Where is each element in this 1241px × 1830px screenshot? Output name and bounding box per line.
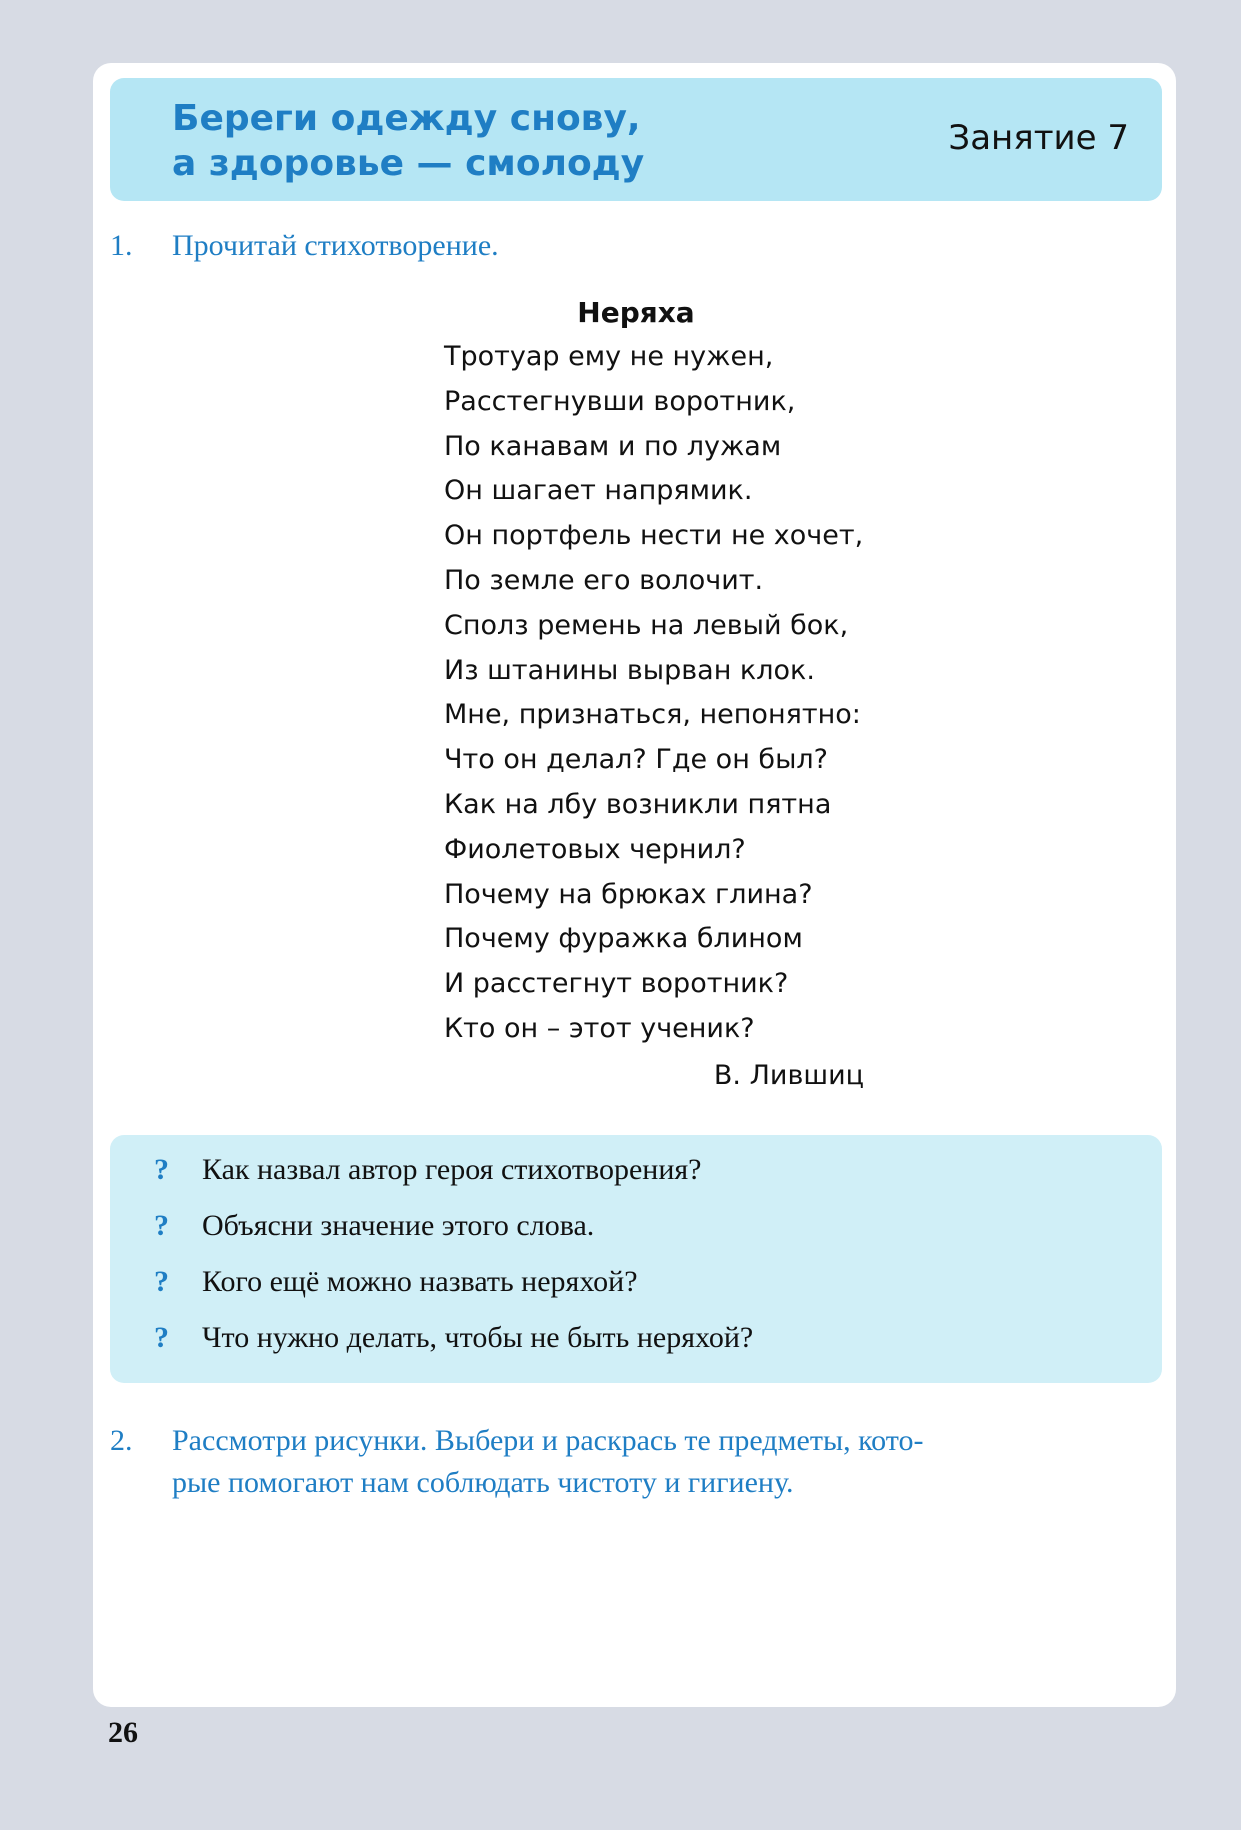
poem — [444, 293, 904, 1098]
task-2 — [110, 1420, 1162, 1504]
question-mark-icon: ? — [154, 1265, 169, 1298]
poem-line: Он шагает напрямик. — [444, 475, 753, 507]
poem-title: Неряха — [577, 296, 695, 329]
poem-line: Он портфель нести не хочет, — [444, 520, 864, 552]
question-mark-icon: ? — [154, 1209, 169, 1242]
question-item — [154, 1209, 594, 1243]
lesson-number: Занятие 7 — [948, 118, 1129, 158]
task-2-instruction-line-2: рые помогают нам соблюдать чистоту и гигиену. — [172, 1466, 794, 1499]
question-item — [154, 1321, 753, 1355]
questions-box — [110, 1135, 1162, 1383]
question-mark-icon: ? — [154, 1153, 169, 1186]
poem-line: Почему фуражка блином — [444, 923, 803, 955]
poem-line: Что он делал? Где он был? — [444, 744, 828, 776]
question-item — [154, 1153, 702, 1187]
task-2-number: 2. — [110, 1424, 133, 1457]
poem-line: По земле его волочит. — [444, 564, 764, 596]
poem-line: И расстегнут воротник? — [444, 968, 789, 1000]
task-1-instruction: Прочитай стихотворение. — [172, 229, 499, 262]
question-item — [154, 1265, 638, 1299]
task-1 — [110, 225, 1010, 267]
poem-line: Мне, признаться, непонятно: — [444, 699, 861, 731]
poem-line: Сполз ремень на левый бок, — [444, 609, 849, 641]
poem-author: В. Лившиц — [713, 1059, 864, 1091]
lesson-title — [172, 96, 732, 186]
question-mark-icon: ? — [154, 1321, 169, 1354]
poem-line: Из штанины вырван клок. — [444, 654, 815, 686]
question-text: Объясни значение этого слова. — [202, 1209, 595, 1242]
task-2-instruction-line-1: Рассмотри рисунки. Выбери и раскрась те предметы, кото- — [172, 1424, 924, 1457]
page-number: 26 — [108, 1716, 138, 1749]
lesson-title-line-1: Береги одежду снову, — [172, 98, 641, 139]
poem-line: Кто он – этот ученик? — [444, 1012, 755, 1044]
poem-line: Как на лбу возникли пятна — [444, 788, 832, 820]
poem-line: По канавам и по лужам — [444, 430, 782, 462]
poem-line: Расстегнувши воротник, — [444, 385, 796, 417]
question-text: Кого ещё можно назвать неряхой? — [202, 1265, 638, 1298]
question-text: Как назвал автор героя стихотворения? — [202, 1153, 702, 1186]
poem-line: Тротуар ему не нужен, — [444, 341, 774, 372]
question-text: Что нужно делать, чтобы не быть неряхой? — [202, 1321, 754, 1354]
poem-line: Фиолетовых чернил? — [444, 833, 746, 865]
poem-line: Почему на брюках глина? — [444, 878, 813, 910]
lesson-title-line-2: а здоровье — смолоду — [172, 143, 645, 184]
task-1-number: 1. — [110, 229, 133, 262]
